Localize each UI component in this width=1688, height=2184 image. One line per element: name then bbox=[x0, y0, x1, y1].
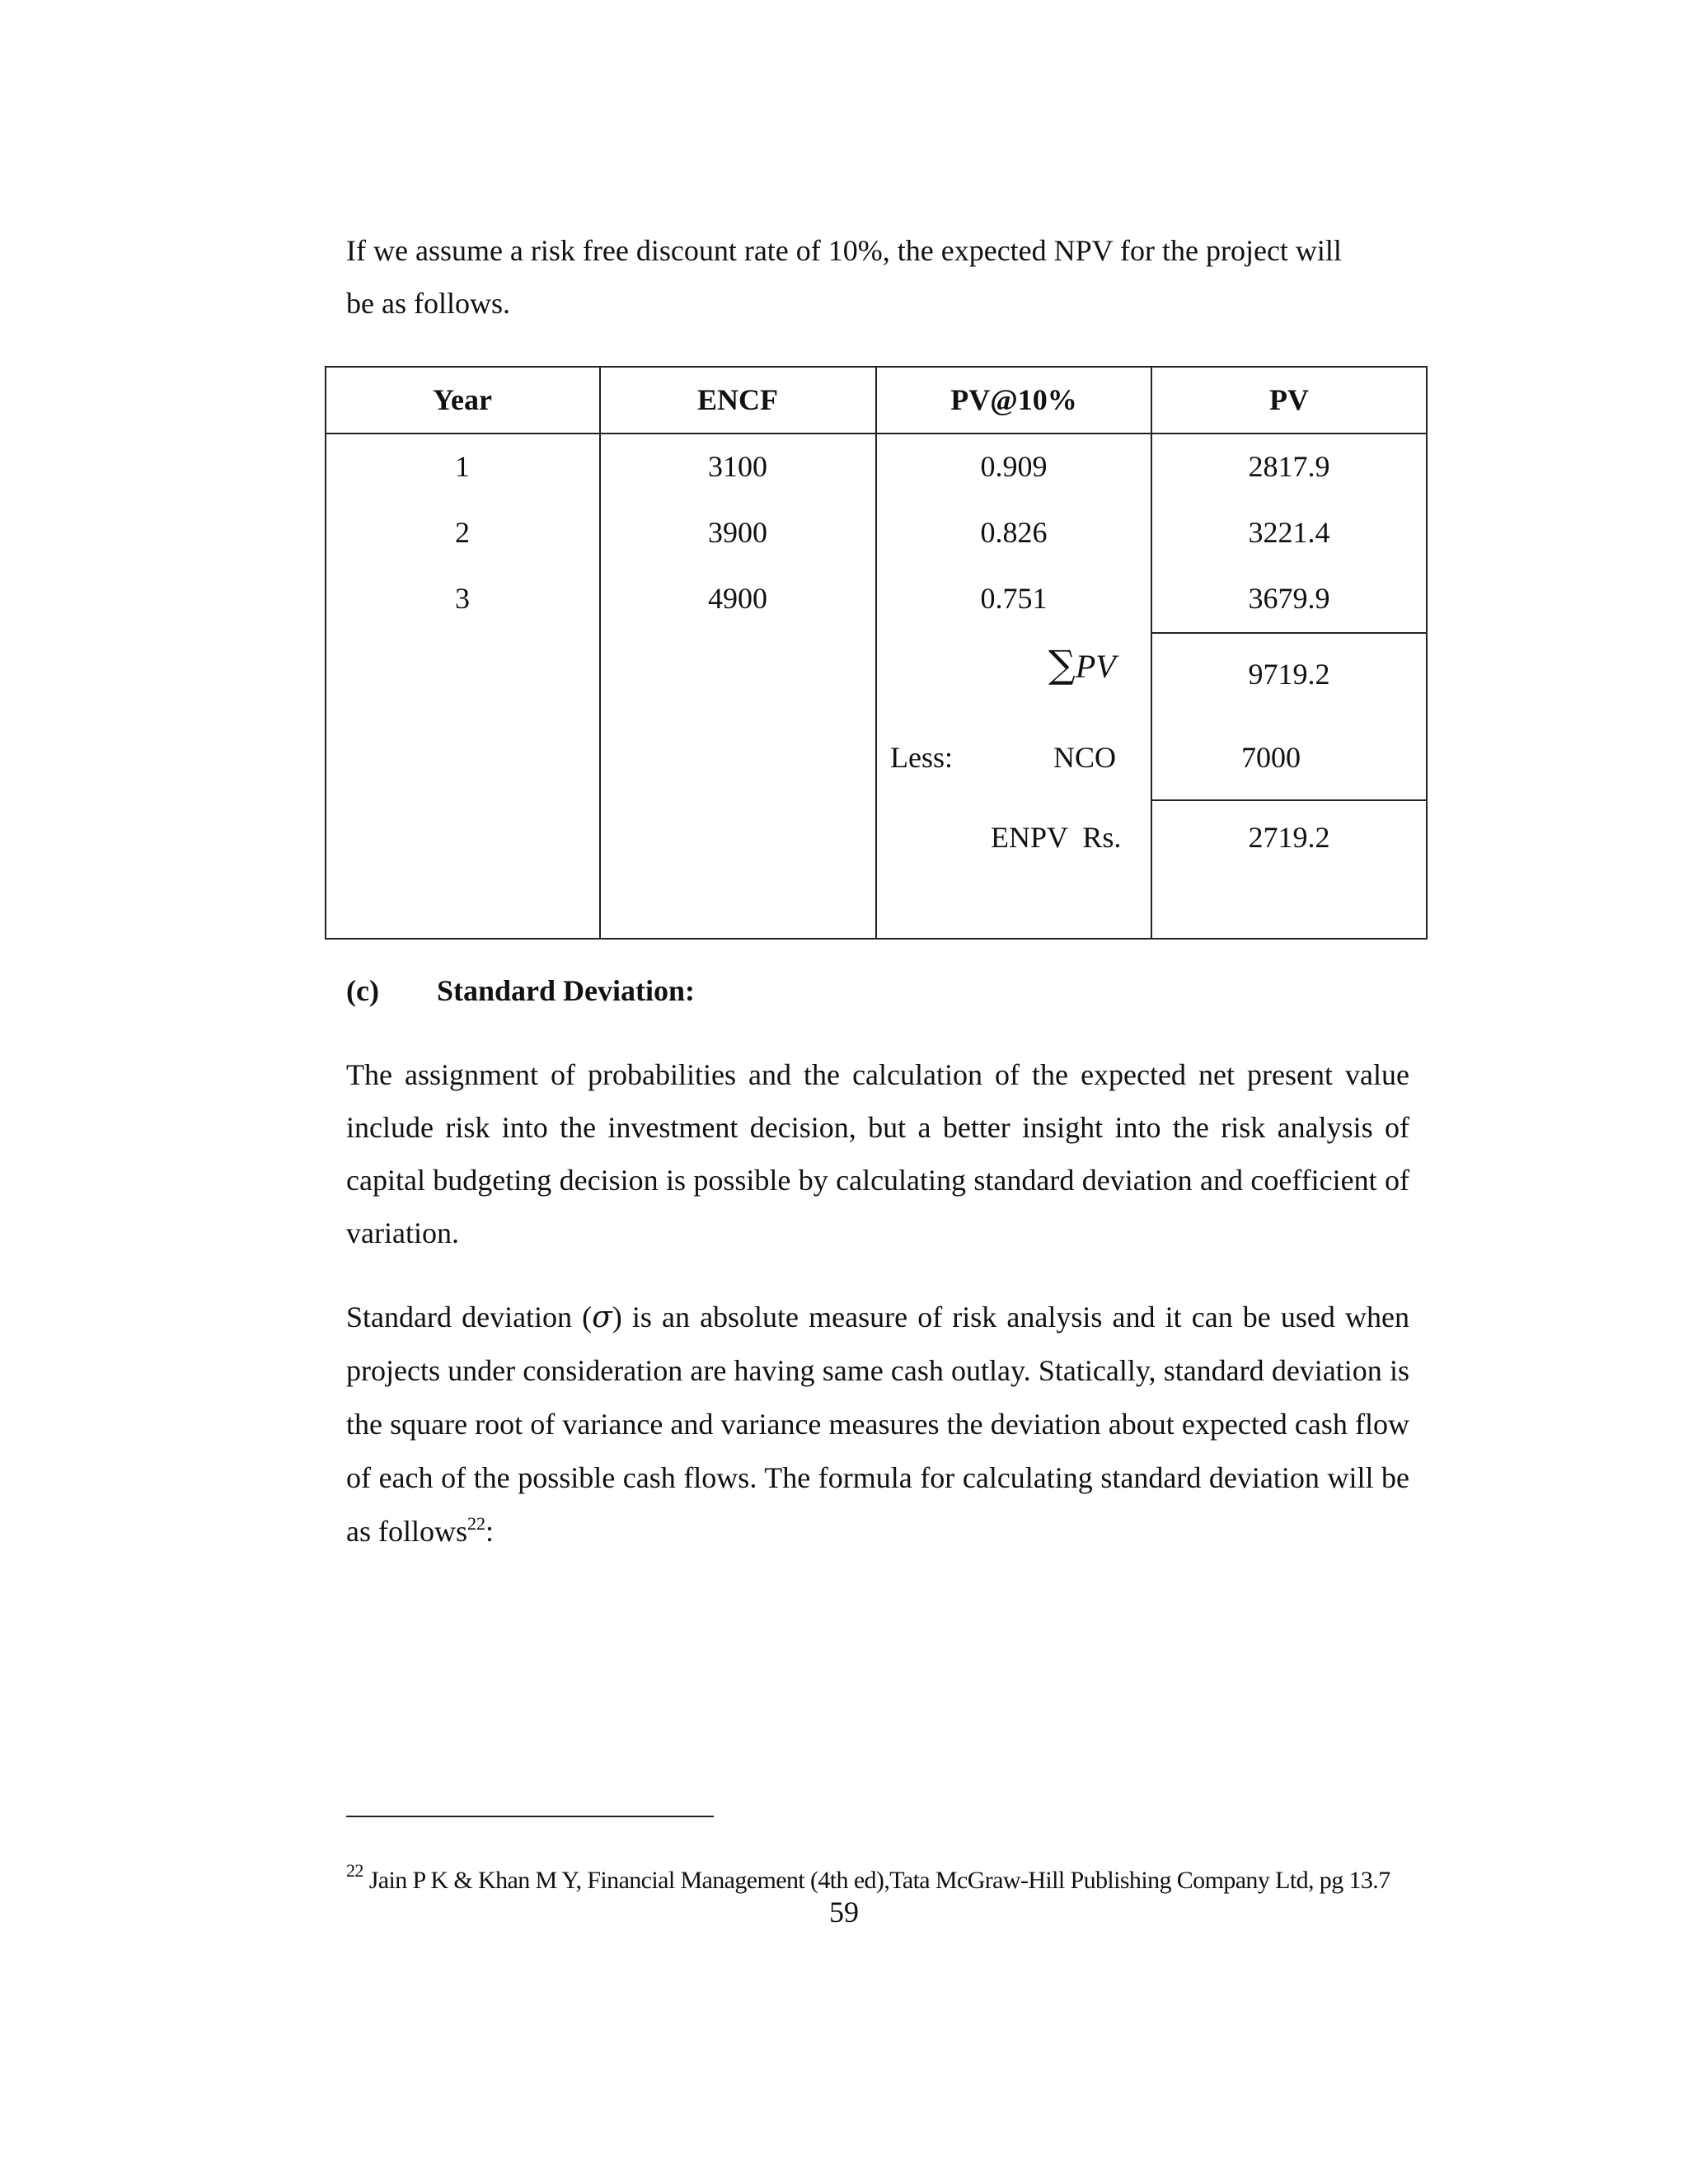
para2-text-start: Standard deviation ( bbox=[346, 1301, 593, 1333]
nco-label: NCO bbox=[1053, 741, 1117, 774]
cell-pv-1: 2817.9 bbox=[1248, 450, 1330, 483]
cell-pv-2: 3221.4 bbox=[1248, 516, 1330, 549]
header-divider bbox=[325, 433, 1428, 434]
cell-encf-1: 3100 bbox=[708, 450, 767, 483]
sum-divider bbox=[1151, 632, 1428, 634]
paragraph-probabilities: The assignment of probabilities and the calculation of the expected net present value include risk into the investment decision, but a better insight into the risk analysis of capital budgeting decision is possible by calculating standard deviation and coefficient of variation. bbox=[346, 1058, 1409, 1249]
paragraph-standard-deviation bbox=[346, 1291, 1409, 1562]
header-encf: ENCF bbox=[697, 383, 778, 416]
footnote-reference[interactable]: 22 bbox=[467, 1513, 485, 1534]
header-pv-factor: PV@10% bbox=[950, 383, 1077, 416]
cell-year-3: 3 bbox=[455, 582, 470, 615]
nco-value: 7000 bbox=[1241, 741, 1301, 774]
cell-pv-3: 3679.9 bbox=[1248, 582, 1330, 615]
intro-line-2: be as follows. bbox=[346, 287, 510, 320]
cell-encf-3: 4900 bbox=[708, 582, 767, 615]
enpv-label: ENPV Rs. bbox=[991, 821, 1122, 854]
section-number: (c) bbox=[346, 974, 379, 1007]
less-label: Less: bbox=[890, 741, 953, 774]
page-number: 59 bbox=[829, 1896, 859, 1929]
header-year: Year bbox=[433, 383, 492, 416]
footnote-separator bbox=[346, 1816, 714, 1817]
npv-table bbox=[325, 366, 1428, 940]
intro-line-1: If we assume a risk free discount rate of 10%, the expected NPV for the project will bbox=[346, 234, 1342, 267]
intro-paragraph bbox=[346, 224, 1409, 330]
para2-text-end: : bbox=[485, 1515, 495, 1548]
header-pv: PV bbox=[1269, 383, 1309, 416]
footnote-text: Jain P K & Khan M Y, Financial Management (4th ed),Tata McGraw-Hill Publishing Company Ltd, pg 13.7 bbox=[363, 1867, 1390, 1894]
summation-symbol: ∑ bbox=[1048, 642, 1076, 687]
enpv-value: 2719.2 bbox=[1248, 821, 1330, 854]
cell-year-1: 1 bbox=[455, 450, 470, 483]
cell-factor-3: 0.751 bbox=[980, 582, 1048, 615]
cell-year-2: 2 bbox=[455, 516, 470, 549]
footnote-marker: 22 bbox=[346, 1860, 363, 1881]
cell-encf-2: 3900 bbox=[708, 516, 767, 549]
section-heading bbox=[346, 971, 695, 1010]
sum-pv-value: 9719.2 bbox=[1248, 658, 1330, 691]
sigma-symbol: σ bbox=[592, 1301, 612, 1334]
sum-pv-text: PV bbox=[1075, 648, 1116, 685]
sum-pv-label bbox=[1048, 644, 1116, 687]
section-title: Standard Deviation: bbox=[437, 974, 696, 1007]
cell-factor-1: 0.909 bbox=[980, 450, 1048, 483]
enpv-divider bbox=[1151, 799, 1428, 801]
para2-text-body: ) is an absolute measure of risk analysis and it can be used when projects under consideration are having same cash outlay. Statically, standard deviation is the square root of variance and variance measures the deviation about expected cash flow of each of the possible cash flows. The formula for calculating standard deviation will be as follows bbox=[346, 1301, 1409, 1548]
cell-factor-2: 0.826 bbox=[980, 516, 1048, 549]
